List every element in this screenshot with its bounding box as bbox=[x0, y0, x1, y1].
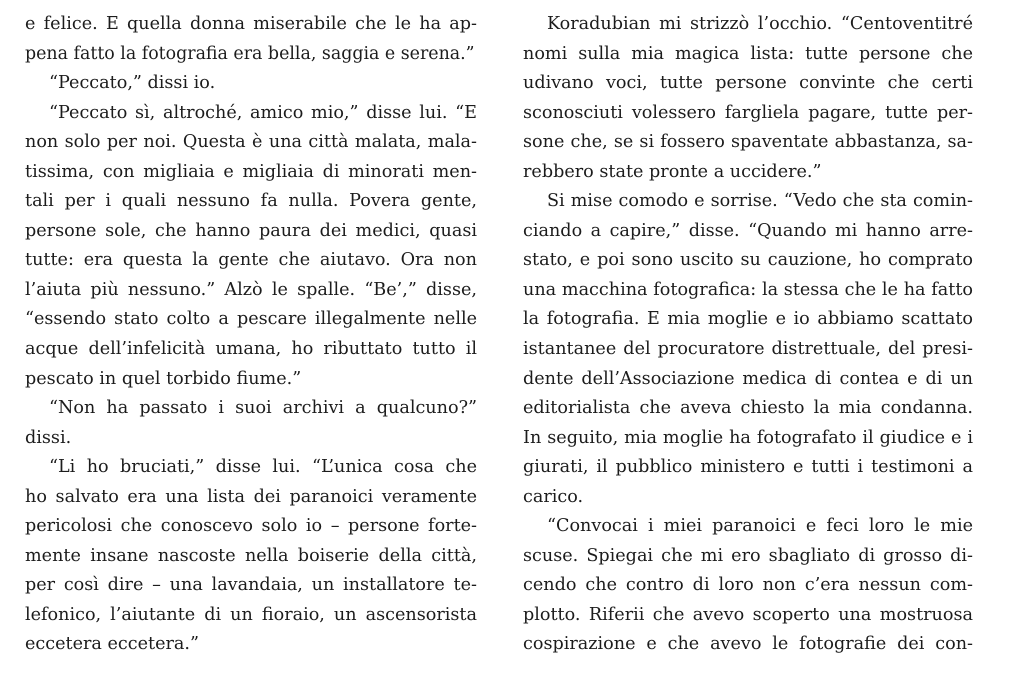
text-line: plotto. Riferii che avevo scoperto una mostruosa bbox=[523, 604, 973, 625]
text-line: In seguito, mia moglie ha fotografato il giudice e i bbox=[523, 427, 973, 448]
text-line: editorialista che aveva chiesto la mia condanna. bbox=[523, 398, 973, 419]
text-line: cendo che contro di loro non c’era nessun com- bbox=[523, 575, 973, 596]
text-line: acque dell’infelicità umana, ho ributtato tutto il bbox=[25, 339, 477, 360]
text-line: “essendo stato colto a pescare illegalmente nelle bbox=[25, 309, 477, 330]
text-line: pescato in quel torbido fiume.” bbox=[25, 368, 302, 389]
text-line: e felice. E quella donna miserabile che le ha ap- bbox=[25, 14, 477, 34]
text-line: pena fatto la fotografia era bella, saggia e serena.” bbox=[25, 43, 475, 64]
text-line: non solo per noi. Questa è una città malata, mala- bbox=[25, 132, 477, 153]
text-line: ho salvato era una lista dei paranoici veramente bbox=[25, 486, 477, 507]
text-line: “Peccato sì, altroché, amico mio,” disse lui. “E bbox=[49, 102, 477, 123]
text-line: “Peccato,” dissi io. bbox=[49, 73, 216, 94]
text-line: udivano voci, tutte persone convinte che certi bbox=[523, 73, 973, 94]
text-line: persone sole, che hanno paura dei medici, quasi bbox=[25, 220, 477, 241]
text-line: pericolosi che conoscevo solo io – persone forte- bbox=[25, 516, 477, 537]
text-line: eccetera eccetera.” bbox=[25, 634, 200, 655]
text-line: stato, e poi sono uscito su cauzione, ho comprato bbox=[523, 250, 973, 271]
text-line: tali per i quali nessuno fa nulla. Povera gente, bbox=[25, 191, 477, 212]
text-line: l’aiuta più nessuno.” Alzò le spalle. “Be’,” disse, bbox=[25, 279, 477, 300]
text-line: scuse. Spiegai che mi ero sbagliato di grosso di- bbox=[523, 545, 973, 566]
text-line: ciando a capire,” disse. “Quando mi hanno arre- bbox=[523, 220, 973, 241]
text-line: Koradubian mi strizzò l’occhio. “Centoventitré bbox=[547, 14, 973, 34]
text-line: per così dire – una lavandaia, un installatore te- bbox=[25, 575, 477, 596]
text-line: tissima, con migliaia e migliaia di minorati men- bbox=[25, 161, 477, 182]
text-line: dente dell’Associazione medica di contea e di un bbox=[523, 368, 973, 389]
text-line: Si mise comodo e sorrise. “Vedo che sta comin- bbox=[547, 191, 973, 212]
text-line: sconosciuti volessero fargliela pagare, tutte per- bbox=[523, 102, 973, 123]
text-line: cospirazione e che avevo le fotografie dei con- bbox=[523, 634, 973, 655]
text-line: giurati, il pubblico ministero e tutti i testimoni a bbox=[523, 457, 973, 478]
text-line: nomi sulla mia magica lista: tutte persone che bbox=[523, 43, 973, 64]
text-line: una macchina fotografica: la stessa che le ha fatto bbox=[523, 279, 973, 300]
text-line: rebbero state pronte a uccidere.” bbox=[523, 161, 822, 182]
left-text-column bbox=[25, 10, 477, 660]
text-line: mente insane nascoste nella boiserie della città, bbox=[25, 545, 477, 566]
text-line: “Li ho bruciati,” disse lui. “L’unica cosa che bbox=[49, 457, 477, 478]
text-line: tutte: era questa la gente che aiutavo. Ora non bbox=[25, 250, 477, 271]
text-line: “Non ha passato i suoi archivi a qualcuno?” bbox=[49, 398, 477, 419]
text-line: la fotografia. E mia moglie e io abbiamo scattato bbox=[523, 309, 973, 330]
text-line: lefonico, l’aiutante di un fioraio, un ascensorista bbox=[25, 604, 477, 625]
text-line: dissi. bbox=[25, 427, 72, 448]
right-text-column bbox=[523, 10, 973, 660]
text-line: istantanee del procuratore distrettuale, del presi- bbox=[523, 339, 973, 360]
text-line: carico. bbox=[523, 486, 584, 507]
text-line: “Convocai i miei paranoici e feci loro le mie bbox=[547, 516, 973, 537]
text-line: sone che, se si fossero spaventate abbastanza, sa- bbox=[523, 132, 973, 153]
